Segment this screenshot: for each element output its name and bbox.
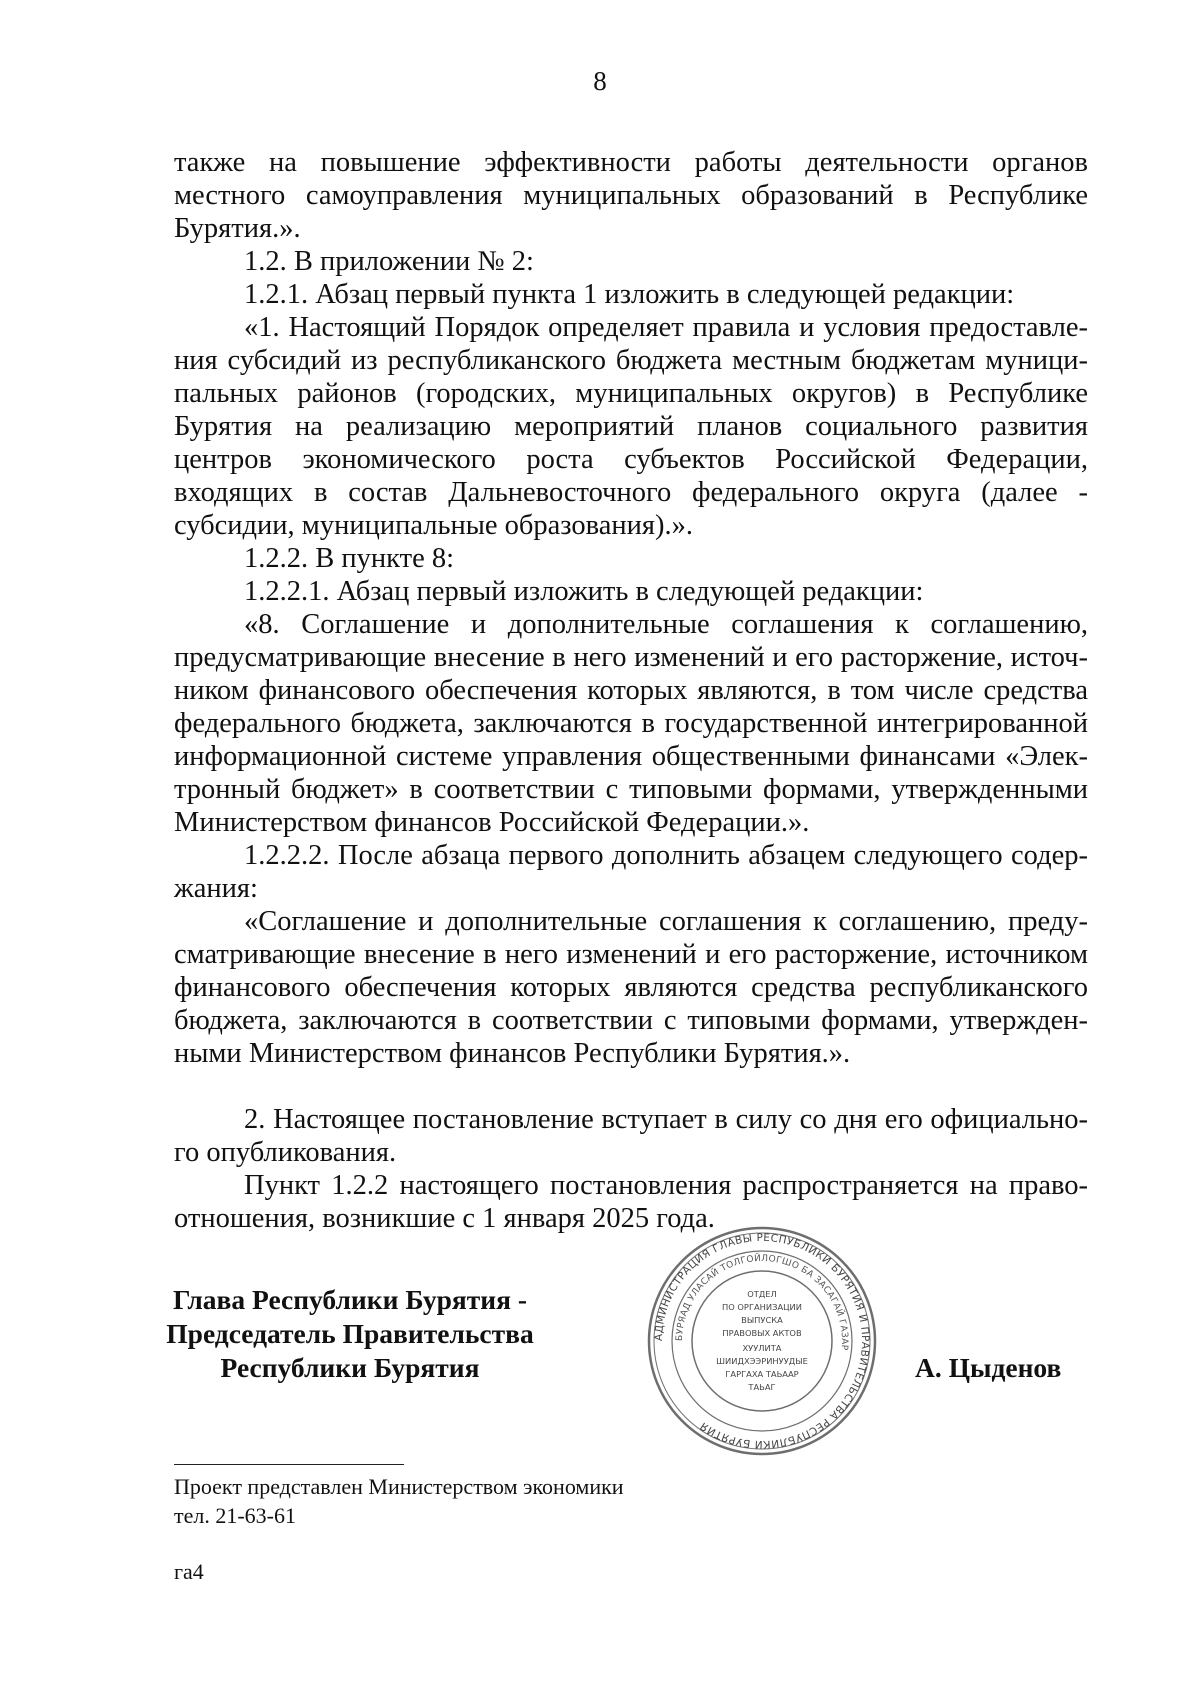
- seal-center-line: ШИИДХЭЭРИНУУДЫЕ: [716, 1356, 808, 1366]
- paragraph-item-1-2-2-2: 1.2.2.2. После абзаца первого дополнить абзацем следующего содержания:: [174, 840, 1088, 904]
- paragraph-item-1-2: 1.2. В приложении № 2:: [244, 246, 534, 277]
- seal-outer-ring-text: АДМИНИСТРАЦИЯ ГЛАВЫ РЕСПУБЛИКИ БУРЯТИЯ И ПРАВИТЕЛЬСТВА РЕСПУБЛИКИ БУРЯТИЯ: [652, 1231, 872, 1451]
- signatory-name: А. Цыденов: [915, 1352, 1062, 1383]
- document-body: [174, 146, 1088, 1235]
- footnote-divider: [174, 1464, 404, 1465]
- seal-center-line: ХУУЛИТА: [742, 1343, 782, 1353]
- signatory-title-line: Республики Бурятия: [220, 1352, 480, 1383]
- paragraph-item-1-2-1: 1.2.1. Абзац первый пункта 1 изложить в следующей редакции:: [244, 279, 1015, 310]
- paragraph-quote-agreement: «Соглашение и дополнительные соглашения к соглашению, предусматривающие внесение в него изменений и его расторжение, источником финансового обеспечения которых являются средства республиканского бюджета, заключаются в соответствии с типовыми формами, утвержденными Министерством финансов Республики Бурятия.».: [174, 906, 1088, 1069]
- page-number: 8: [593, 66, 607, 96]
- paragraph-quote-1: «1. Настоящий Порядок определяет правила и условия предоставления субсидий из республиканского бюджета местным бюджетам муниципальных районов (городских, муниципальных округов) в Республике Бурятия на реализацию мероприятий планов социального развития центров экономического роста субъектов Российской Федерации, входящих в состав Дальневосточного федерального округа (далее - субсидии, муниципальные образования).».: [174, 312, 1088, 541]
- footnote-phone: тел. 21-63-61: [174, 1503, 297, 1528]
- seal-center-line: ПРАВОВЫХ АКТОВ: [722, 1328, 802, 1338]
- seal-center-line: ВЫПУСКА: [741, 1315, 783, 1325]
- paragraph-quote-8: «8. Соглашение и дополнительные соглашения к соглашению, предусматривающие внесение в него изменений и его расторжение, источником финансового обеспечения которых являются, в том числе средства федерального бюджета, заключаются в государственной интегрированной информационной системе управления общественными финансами «Электронный бюджет» в соответствии с типовыми формами, утвержденными Министерством финансов Российской Федерации.».: [174, 609, 1088, 838]
- seal-center-line: ГАРГАХА ТАЬААР: [725, 1369, 799, 1379]
- signatory-title-line: Глава Республики Бурятия -: [172, 1284, 528, 1315]
- seal-center-line: ТАЬАГ: [748, 1382, 776, 1392]
- paragraph-continuation: также на повышение эффективности работы деятельности органов местного самоуправления муниципальных образований в Республике Бурятия.».: [174, 147, 1088, 244]
- paragraph-item-2: 2. Настоящее постановление вступает в силу со дня его официального опубликования.: [174, 1104, 1088, 1168]
- paragraph-item-1-2-2-1: 1.2.2.1. Абзац первый изложить в следующей редакции:: [244, 576, 924, 607]
- seal-center-line: ПО ОРГАНИЗАЦИИ: [722, 1302, 802, 1312]
- signatory-title: [150, 1283, 550, 1385]
- footnote: [174, 1472, 624, 1530]
- paragraph-retroactive: Пункт 1.2.2 настоящего постановления распространяется на правоотношения, возникшие с 1 января 2025 года.: [174, 1170, 1088, 1234]
- signatory-title-line: Председатель Правительства: [166, 1318, 534, 1349]
- document-code: га4: [174, 1559, 204, 1584]
- seal-inner-ring-text: БУРЯАД УЛАСАЙ ТОЛГОЙЛОГШО БА ЗАСАГАЙ ГАЗАР: [674, 1253, 850, 1351]
- paragraph-item-1-2-2: 1.2.2. В пункте 8:: [244, 543, 455, 574]
- official-seal-stamp: [646, 1225, 878, 1457]
- seal-center-line: ОТДЕЛ: [747, 1289, 777, 1299]
- footnote-submitter: Проект представлен Министерством экономики: [174, 1474, 624, 1499]
